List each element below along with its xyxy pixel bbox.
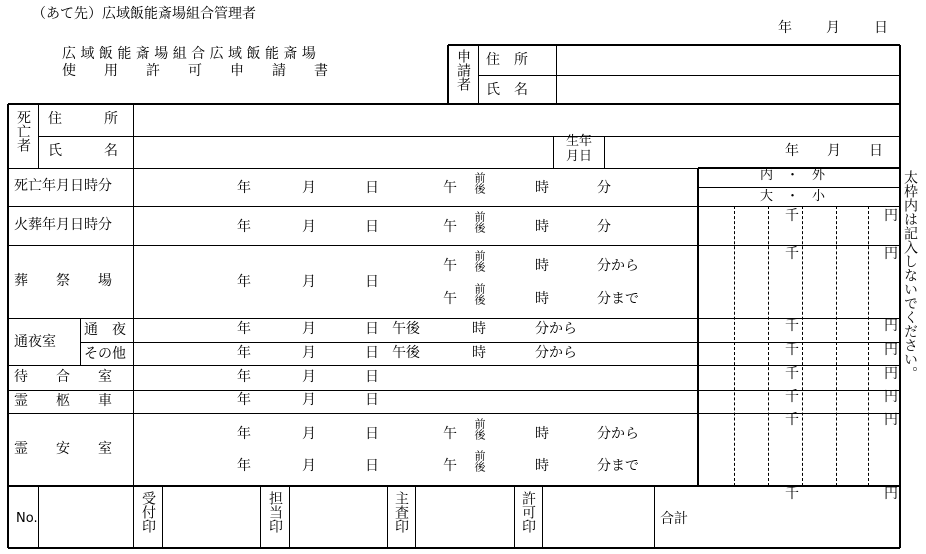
mortuary-from-month: 月 [302,426,316,442]
wake-other-hour: 時 [472,345,486,361]
fee-row-divider [698,390,900,391]
wake-other-label: その他 [84,346,126,362]
cremation-month: 月 [302,219,316,235]
header-month-label: 月 [826,20,840,36]
funeral-hall-label: 葬 祭 場 [14,273,112,289]
deceased-address-label: 住 所 [48,111,118,127]
mortuary-to-am-pm: 前後 [473,450,486,472]
fee-row-divider [698,342,900,343]
mortuary-from-from: 分から [597,426,639,442]
funeral-hall-day: 日 [365,274,379,290]
mortuary-from-year: 年 [237,426,251,442]
death-year: 年 [237,180,251,196]
fee-box-left [697,168,699,486]
hearse-month: 月 [302,392,316,408]
wake-other-pm: 午後 [392,345,420,361]
table-right-border [899,104,901,486]
fee-yen-unit-4: 円 [884,366,898,382]
row-divider [8,318,698,319]
footer-divider [415,486,416,548]
permit-stamp-label: 許可印 [520,491,536,533]
chief-stamp-label: 主査印 [393,491,409,533]
hearse-day: 日 [365,392,379,408]
fee-yen-unit-5: 円 [884,389,898,405]
hearse-label: 霊 柩 車 [14,393,112,409]
applicant-label: 申請者 [455,49,471,91]
birth-label-top: 生年 [566,134,593,149]
footer-number-label: No. [16,511,38,526]
death-day: 日 [365,180,379,196]
footer-divider [38,486,39,548]
funeral-hall-from-hour: 時 [535,258,549,274]
addressee-line: （あて先）広域飯能斎場組合管理者 [32,6,256,22]
footer-divider [654,486,655,548]
fee-thousand-unit-3: 千 [785,342,799,358]
table-bottom [8,485,900,487]
cremation-go: 午 [443,219,457,235]
mortuary-to-go: 午 [443,458,457,474]
form-title-line2: 使 用 許 可 申 請 書 [62,63,328,79]
mortuary-from-am-pm: 前後 [473,418,486,440]
fee-yen-unit-3: 円 [884,342,898,358]
row-divider [8,206,698,207]
label-column-divider [133,104,134,486]
received-stamp-label: 受付印 [140,491,156,533]
applicant-box-left [447,45,449,104]
mortuary-label: 霊 安 室 [14,441,112,457]
funeral-hall-to-until: 分まで [597,291,639,307]
wake-night-label: 通 夜 [84,322,126,338]
waiting-room-day: 日 [365,369,379,385]
mortuary-to-day: 日 [365,458,379,474]
funeral-hall-from-am-pm: 前後 [473,250,486,272]
waiting-room-month: 月 [302,369,316,385]
fee-digit-divider [768,206,769,486]
birth-label-left [553,136,554,168]
mortuary-to-year: 年 [237,458,251,474]
wake-other-from: 分から [535,345,577,361]
applicant-name-label: 氏 名 [486,82,528,98]
footer-divider [260,486,261,548]
death-minute: 分 [597,180,611,196]
deceased-address-field[interactable] [136,106,898,134]
wake-night-month: 月 [302,321,316,337]
applicant-value-divider [556,45,557,104]
applicant-address-field[interactable] [560,47,898,74]
funeral-hall-from-from: 分から [597,258,639,274]
deceased-address-divider [38,136,900,137]
footer-divider [289,486,290,548]
fee-thousand-unit-4: 千 [785,366,799,382]
fee-size-choice: 大 ・ 小 [760,189,826,204]
deceased-label: 死亡者 [15,110,31,152]
death-hour: 時 [535,180,549,196]
table-top [8,103,900,105]
wake-night-hour: 時 [472,321,486,337]
fee-thousand-unit-0: 千 [785,208,799,224]
funeral-hall-to-am-pm: 前後 [473,283,486,305]
fee-yen-unit-0: 円 [884,208,898,224]
applicant-divider [478,75,900,76]
death-datetime-label: 死亡年月日時分 [14,178,112,194]
footer-divider [162,486,163,548]
total-label: 合計 [660,511,688,527]
row-divider [8,413,698,414]
wake-other-day: 日 [365,345,379,361]
fee-inout-choice: 内 ・ 外 [760,168,826,183]
wake-night-day: 日 [365,321,379,337]
fee-digit-divider [734,206,735,486]
fee-row-divider [698,413,900,414]
fee-yen-unit-7: 円 [884,486,898,502]
mortuary-to-month: 月 [302,458,316,474]
footer-divider [542,486,543,548]
footer-left [7,486,9,548]
death-am-pm: 前後 [473,172,486,194]
fee-thousand-unit-7: 千 [785,486,799,502]
mortuary-from-hour: 時 [535,426,549,442]
footer-divider [133,486,134,548]
deceased-name-label: 氏 名 [48,143,118,159]
fee-digit-divider [802,206,803,486]
deceased-name-field[interactable] [136,139,551,167]
deceased-birth-date[interactable]: 年 月 日 [785,143,883,159]
mortuary-to-hour: 時 [535,458,549,474]
cremation-datetime-label: 火葬年月日時分 [14,217,112,233]
fee-yen-unit-6: 円 [884,412,898,428]
fee-thousand-unit-6: 千 [785,412,799,428]
wake-other-year: 年 [237,345,251,361]
birth-label-bottom: 月日 [566,149,593,164]
funeral-hall-year: 年 [237,274,251,290]
cremation-hour: 時 [535,219,549,235]
wake-night-pm: 午後 [392,321,420,337]
fee-row-divider [698,206,900,207]
cremation-day: 日 [365,219,379,235]
mortuary-from-day: 日 [365,426,379,442]
cremation-year: 年 [237,219,251,235]
cremation-minute: 分 [597,219,611,235]
birth-label-right [604,136,605,168]
fee-inout-divider [698,187,900,188]
fee-row-divider [698,245,900,246]
fee-thousand-unit-2: 千 [785,318,799,334]
wake-sub-divider [80,318,81,365]
applicant-box-top [448,44,900,46]
footer-bottom [8,547,900,549]
fee-row-divider [698,318,900,319]
footer-right [899,486,901,548]
fee-row-divider [698,365,900,366]
funeral-hall-month: 月 [302,274,316,290]
row-divider [8,245,698,246]
waiting-room-label: 待 合 室 [14,369,112,385]
header-year-label: 年 [778,20,792,36]
fee-digit-divider [836,206,837,486]
funeral-hall-to-go: 午 [443,291,457,307]
applicant-label-divider [478,45,479,104]
funeral-hall-from-go: 午 [443,258,457,274]
funeral-hall-to-hour: 時 [535,291,549,307]
death-month: 月 [302,180,316,196]
hearse-year: 年 [237,392,251,408]
applicant-box-right [899,45,901,104]
waiting-room-year: 年 [237,369,251,385]
wake-night-year: 年 [237,321,251,337]
applicant-name-field[interactable] [560,77,898,103]
cremation-am-pm: 前後 [473,211,486,233]
fee-yen-unit-1: 円 [884,246,898,262]
fee-thousand-unit-1: 千 [785,246,799,262]
header-day-label: 日 [874,20,888,36]
applicant-address-label: 住 所 [486,52,528,68]
mortuary-to-until: 分まで [597,458,639,474]
form-title-line1: 広 域 飯 能 斎 場 組 合 広 域 飯 能 斎 場 [62,46,316,62]
wake-room-label: 通夜室 [14,334,56,350]
fee-thousand-unit-5: 千 [785,389,799,405]
fee-digit-divider [868,206,869,486]
mortuary-from-go: 午 [443,426,457,442]
row-divider [8,390,698,391]
wake-other-month: 月 [302,345,316,361]
death-go: 午 [443,180,457,196]
side-note: 太枠内は記入しないでください。 [902,170,918,380]
footer-divider [514,486,515,548]
table-left-border [7,104,9,486]
deceased-label-divider [38,104,39,168]
fee-yen-unit-2: 円 [884,318,898,334]
row-divider [8,365,698,366]
person-in-charge-stamp-label: 担当印 [267,491,283,533]
wake-night-from: 分から [535,321,577,337]
row-divider [80,342,698,343]
footer-divider [387,486,388,548]
